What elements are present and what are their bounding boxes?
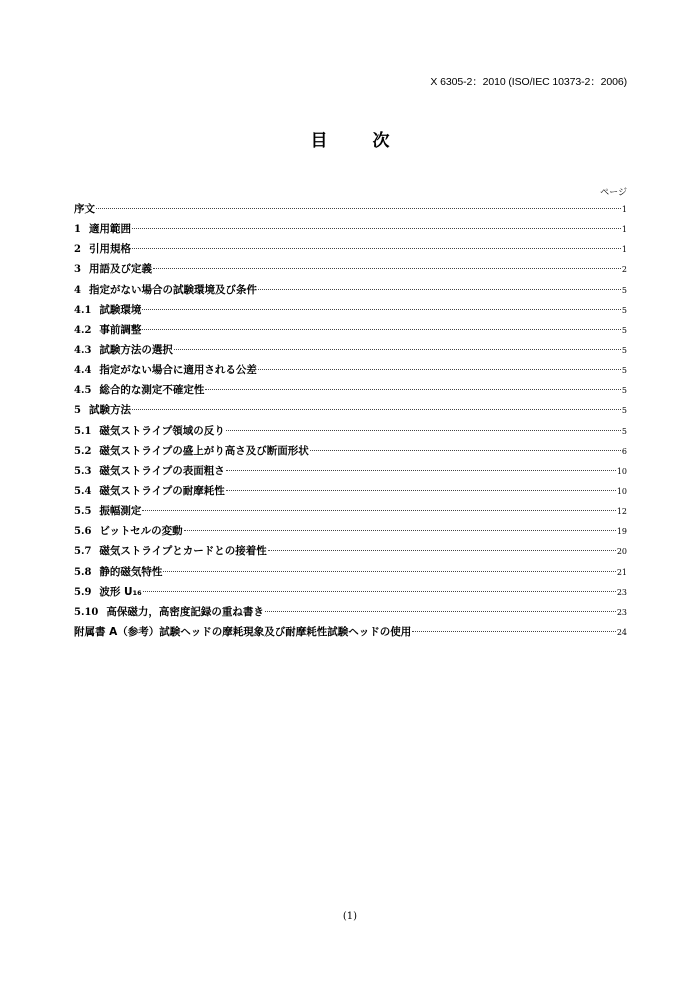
toc-entry-number: 1 — [74, 224, 81, 236]
dot-leader — [226, 470, 616, 471]
toc-entry-page: 1 — [621, 245, 627, 255]
toc-entry-page: 10 — [616, 486, 627, 496]
toc-entry-page: 5 — [621, 305, 627, 315]
dot-leader — [310, 450, 621, 451]
toc-entry[interactable] — [74, 400, 627, 420]
toc-entry-number: 5 — [74, 405, 81, 417]
toc-entry-number: 5.7 — [74, 546, 92, 558]
toc-entry-page: 2 — [621, 265, 627, 275]
dot-leader — [142, 329, 621, 330]
footer-page-number: (1) — [342, 911, 358, 922]
toc-entry-page: 20 — [616, 547, 627, 557]
toc-entry-label: 附属書 A（参考）試験ヘッドの摩耗現象及び耐摩耗性試験ヘッドの使用 — [74, 625, 412, 638]
toc-entry[interactable] — [74, 521, 627, 541]
toc-entry-label: 用語及び定義 — [88, 263, 152, 276]
toc-entry-label: ビットセルの変動 — [99, 525, 183, 538]
toc-entry-page: 5 — [621, 366, 627, 376]
toc-entry-label: 適用範囲 — [88, 223, 131, 236]
toc-entry[interactable] — [74, 481, 627, 501]
toc-entry-number: 4.4 — [74, 365, 92, 377]
page-title: 目 次 — [310, 131, 404, 151]
standard-number: X 6305-2：2010 (ISO/IEC 10373-2：2006) — [430, 76, 627, 88]
dot-leader — [258, 289, 621, 290]
toc-entry[interactable] — [74, 259, 627, 279]
dot-leader — [132, 248, 621, 249]
toc-entry-label: 総合的な測定不確定性 — [99, 384, 205, 397]
toc-entry-page: 6 — [621, 446, 627, 456]
toc-entry[interactable] — [74, 340, 627, 360]
toc-entry-page: 5 — [621, 406, 627, 416]
toc-entry-label: 試験方法 — [88, 404, 131, 417]
dot-leader — [184, 530, 616, 531]
toc-entry-number: 2 — [74, 244, 81, 256]
toc-entry-number: 5.2 — [74, 445, 92, 457]
dot-leader — [226, 490, 616, 491]
toc-entry-label: 波形 U₁₆ — [99, 585, 142, 598]
toc-entry[interactable] — [74, 239, 627, 259]
dot-leader — [142, 309, 621, 310]
dot-leader — [142, 510, 615, 511]
toc-entry-number: 5.4 — [74, 485, 92, 497]
toc-entry-label: 試験環境 — [99, 303, 142, 316]
dot-leader — [265, 611, 616, 612]
toc-entry-page: 23 — [616, 587, 627, 597]
dot-leader — [226, 430, 621, 431]
toc-entry-page: 19 — [616, 527, 627, 537]
page-column-label: ページ — [600, 188, 627, 198]
toc-entry[interactable] — [74, 360, 627, 380]
toc-entry-number: 4.1 — [74, 304, 92, 316]
toc-entry[interactable] — [74, 461, 627, 481]
toc-entry-label: 磁気ストライプの盛上がり高さ及び断面形状 — [99, 444, 309, 457]
toc-entry-label: 磁気ストライプとカードとの接着性 — [99, 545, 267, 558]
toc-entry-label: 高保磁力，高密度記録の重ね書き — [106, 605, 264, 618]
toc-entry[interactable] — [74, 219, 627, 239]
toc-entry[interactable] — [74, 622, 627, 642]
toc-entry[interactable] — [74, 380, 627, 400]
toc-entry[interactable] — [74, 320, 627, 340]
toc-entry-page: 5 — [621, 285, 627, 295]
toc-entry-page: 5 — [621, 426, 627, 436]
table-of-contents — [74, 199, 627, 642]
toc-entry-page: 5 — [621, 325, 627, 335]
toc-entry-page: 21 — [616, 567, 627, 577]
toc-entry[interactable] — [74, 602, 627, 622]
toc-entry-page: 12 — [616, 507, 627, 517]
toc-entry[interactable] — [74, 582, 627, 602]
dot-leader — [268, 550, 616, 551]
toc-entry-label: 事前調整 — [99, 323, 142, 336]
toc-entry-number: 4.3 — [74, 344, 92, 356]
toc-entry[interactable] — [74, 562, 627, 582]
toc-entry[interactable] — [74, 501, 627, 521]
toc-entry-page: 23 — [616, 607, 627, 617]
dot-leader — [153, 268, 621, 269]
toc-entry-label: 振幅測定 — [99, 505, 142, 518]
toc-entry-label: 指定がない場合に適用される公差 — [99, 364, 257, 377]
toc-entry-number: 4 — [74, 284, 81, 296]
toc-entry-number: 3 — [74, 264, 81, 276]
dot-leader — [163, 571, 615, 572]
dot-leader — [132, 409, 621, 410]
toc-entry[interactable] — [74, 441, 627, 461]
dot-leader — [143, 591, 616, 592]
toc-entry-label: 指定がない場合の試験環境及び条件 — [88, 283, 257, 296]
toc-entry-label: 磁気ストライプ領域の反り — [99, 424, 225, 437]
dot-leader — [412, 631, 616, 632]
toc-entry-number: 4.2 — [74, 324, 92, 336]
toc-entry-page: 5 — [621, 345, 627, 355]
toc-entry-number: 5.1 — [74, 425, 92, 437]
toc-entry-page: 5 — [621, 386, 627, 396]
toc-entry-page: 1 — [621, 205, 627, 214]
dot-leader — [174, 349, 621, 350]
toc-entry-number: 5.5 — [74, 506, 92, 518]
toc-entry[interactable] — [74, 280, 627, 300]
toc-entry-number: 5.3 — [74, 465, 92, 477]
toc-entry-number: 5.8 — [74, 566, 92, 578]
toc-entry-label: 引用規格 — [88, 243, 131, 256]
toc-entry-number: 5.10 — [74, 606, 99, 618]
dot-leader — [205, 389, 621, 390]
toc-entry[interactable] — [74, 300, 627, 320]
dot-leader — [258, 369, 621, 370]
toc-entry[interactable] — [74, 421, 627, 441]
toc-entry-label: 静的磁気特性 — [99, 565, 163, 578]
toc-entry-number: 5.9 — [74, 586, 92, 598]
toc-entry-number: 5.6 — [74, 526, 92, 538]
toc-entry-label: 磁気ストライプの耐摩耗性 — [99, 484, 225, 497]
dot-leader — [132, 228, 621, 229]
dot-leader — [96, 208, 621, 209]
toc-entry[interactable] — [74, 199, 627, 219]
toc-entry-page: 1 — [621, 225, 627, 235]
toc-entry[interactable] — [74, 541, 627, 561]
toc-entry-label: 試験方法の選択 — [99, 343, 173, 356]
toc-entry-page: 10 — [616, 466, 627, 476]
toc-entry-label: 序文 — [74, 203, 95, 215]
toc-entry-page: 24 — [616, 627, 627, 637]
toc-entry-label: 磁気ストライプの表面粗さ — [99, 464, 225, 477]
toc-entry-number: 4.5 — [74, 385, 92, 397]
